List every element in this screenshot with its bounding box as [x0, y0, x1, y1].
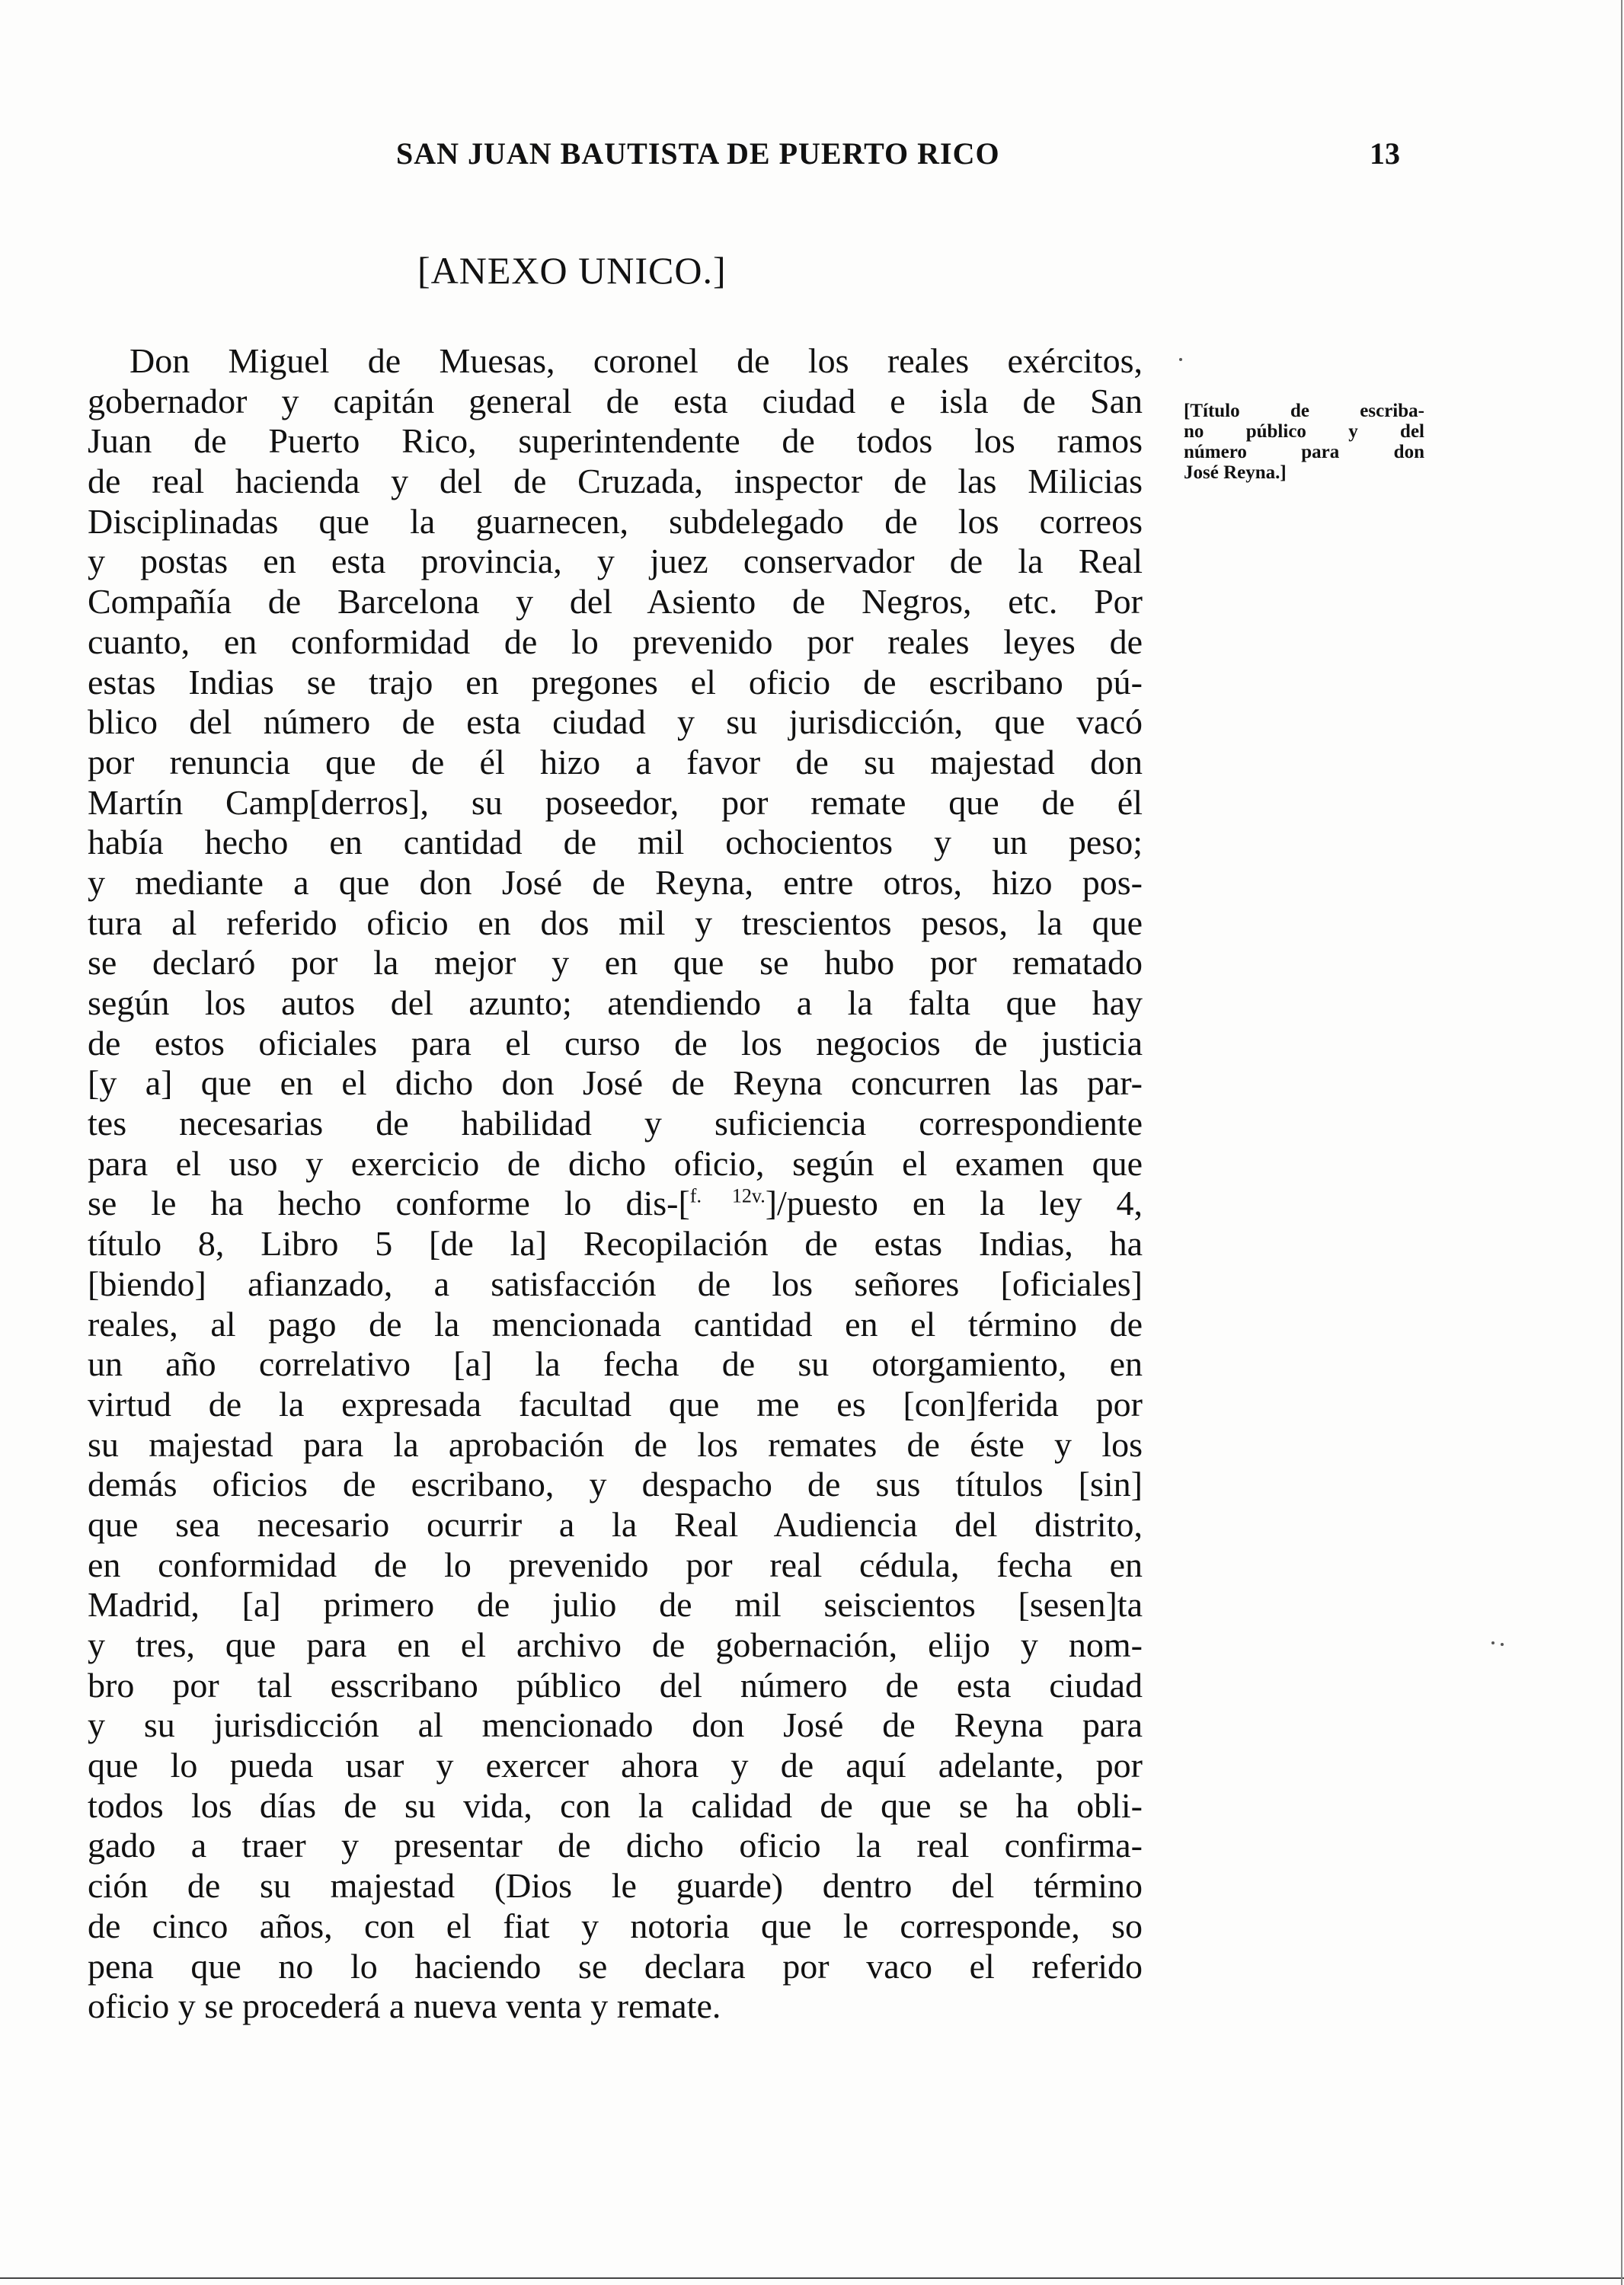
body-line: título 8, Libro 5 [de la] Recopilación de estas Indias, ha [88, 1224, 1143, 1264]
body-line: tes necesarias de habilidad y suficiencia correspondiente [88, 1104, 1143, 1143]
body-line: Martín Camp[derros], su poseedor, por remate que de él [88, 782, 1143, 822]
body-line: Juan de Puerto Rico, superintendente de todos los ramos [88, 421, 1143, 461]
body-line: blico del número de esta ciudad y su jurisdicción, que vacó [88, 702, 1143, 742]
body-line: gobernador y capitán general de esta ciudad e isla de San [88, 381, 1143, 420]
body-line: y postas en esta provincia, y juez conservador de la Real [88, 542, 1143, 581]
folio-mark: f. 12v. [689, 1185, 766, 1208]
body-line: en conformidad de lo prevenido por real cédula, fecha en [88, 1545, 1143, 1584]
body-line: su majestad para la aprobación de los remates de éste y los [88, 1424, 1143, 1464]
body-line: virtud de la expresada facultad que me es [con]ferida por [88, 1384, 1143, 1424]
page-number: 13 [1370, 136, 1400, 171]
body-line: para el uso y exercicio de dicho oficio, según el examen que [88, 1143, 1143, 1183]
body-line: y mediante a que don José de Reyna, entre otros, hizo pos- [88, 862, 1143, 902]
scan-speck [1501, 1643, 1504, 1646]
body-line: tura al referido oficio en dos mil y trescientos pesos, la que [88, 903, 1143, 942]
scan-bottom-edge [0, 2277, 1624, 2279]
margin-note-line: [Título de escriba- [1184, 401, 1424, 421]
body-line: demás oficios de escribano, y despacho de sus títulos [sin] [88, 1465, 1143, 1504]
body-line: [y a] que en el dicho don José de Reyna concurren las par- [88, 1063, 1143, 1103]
scan-speck [1491, 1641, 1495, 1644]
body-line: según los autos del azunto; atendiendo a la falta que hay [88, 983, 1143, 1022]
body-line: [biendo] afianzado, a satisfacción de los señores [oficiales] [88, 1264, 1143, 1303]
body-line: oficio y se procederá a nueva venta y remate. [88, 1986, 721, 2026]
body-line: de estos oficiales para el curso de los negocios de justicia [88, 1023, 1143, 1063]
body-line: gado a traer y presentar de dicho oficio la real confirma- [88, 1826, 1143, 1865]
body-line: por renuncia que de él hizo a favor de su majestad don [88, 742, 1143, 781]
body-line: bro por tal esscribano público del número de esta ciudad [88, 1665, 1143, 1705]
body-line: se declaró por la mejor y en que se hubo por rematado [88, 943, 1143, 983]
folio-line-before: se le ha hecho conforme lo dis-[ [88, 1184, 690, 1223]
scan-speck [1179, 358, 1182, 361]
body-line: de real hacienda y del de Cruzada, inspector de las Milicias [88, 462, 1143, 501]
body-line: estas Indias se trajo en pregones el oficio de escribano pú- [88, 662, 1143, 701]
annex-title: [ANEXO UNICO.] [417, 249, 727, 292]
body-line: y tres, que para en el archivo de gobernación, elijo y nom- [88, 1625, 1143, 1664]
body-line: y su jurisdicción al mencionado don José de Reyna para [88, 1705, 1143, 1745]
body-line: que sea necesario ocurrir a la Real Audiencia del distrito, [88, 1504, 1143, 1544]
body-line: había hecho en cantidad de mil ochocientos y un peso; [88, 823, 1143, 862]
folio-line-after: ]/puesto en la ley 4, [765, 1184, 1143, 1223]
body-line [88, 1184, 1143, 1224]
body-line: reales, al pago de la mencionada cantidad en el término de [88, 1304, 1143, 1344]
scan-right-edge [1621, 0, 1622, 2285]
margin-note-line: José Reyna.] [1184, 462, 1287, 483]
body-line: ción de su majestad (Dios le guarde) dentro del término [88, 1866, 1143, 1906]
body-line: que lo pueda usar y exercer ahora y de aquí adelante, por [88, 1746, 1143, 1785]
margin-note-line: número para don [1184, 442, 1424, 462]
document-body [88, 341, 1143, 2027]
body-line: pena que no lo haciendo se declara por vaco el referido [88, 1946, 1143, 1986]
body-line: Madrid, [a] primero de julio de mil seiscientos [sesen]ta [88, 1585, 1143, 1625]
margin-note [1184, 401, 1424, 483]
body-line: un año correlativo [a] la fecha de su otorgamiento, en [88, 1344, 1143, 1384]
margin-note-line: no público y del [1184, 421, 1424, 442]
body-line: Disciplinadas que la guarnecen, subdelegado de los correos [88, 501, 1143, 541]
body-line: de cinco años, con el fiat y notoria que le corresponde, so [88, 1906, 1143, 1945]
body-line: cuanto, en conformidad de lo prevenido por reales leyes de [88, 622, 1143, 661]
body-line: Compañía de Barcelona y del Asiento de Negros, etc. Por [88, 582, 1143, 622]
running-head: SAN JUAN BAUTISTA DE PUERTO RICO [396, 136, 1000, 171]
body-line: todos los días de su vida, con la calidad de que se ha obli- [88, 1785, 1143, 1825]
body-line: Don Miguel de Muesas, coronel de los reales exércitos, [129, 341, 1143, 380]
